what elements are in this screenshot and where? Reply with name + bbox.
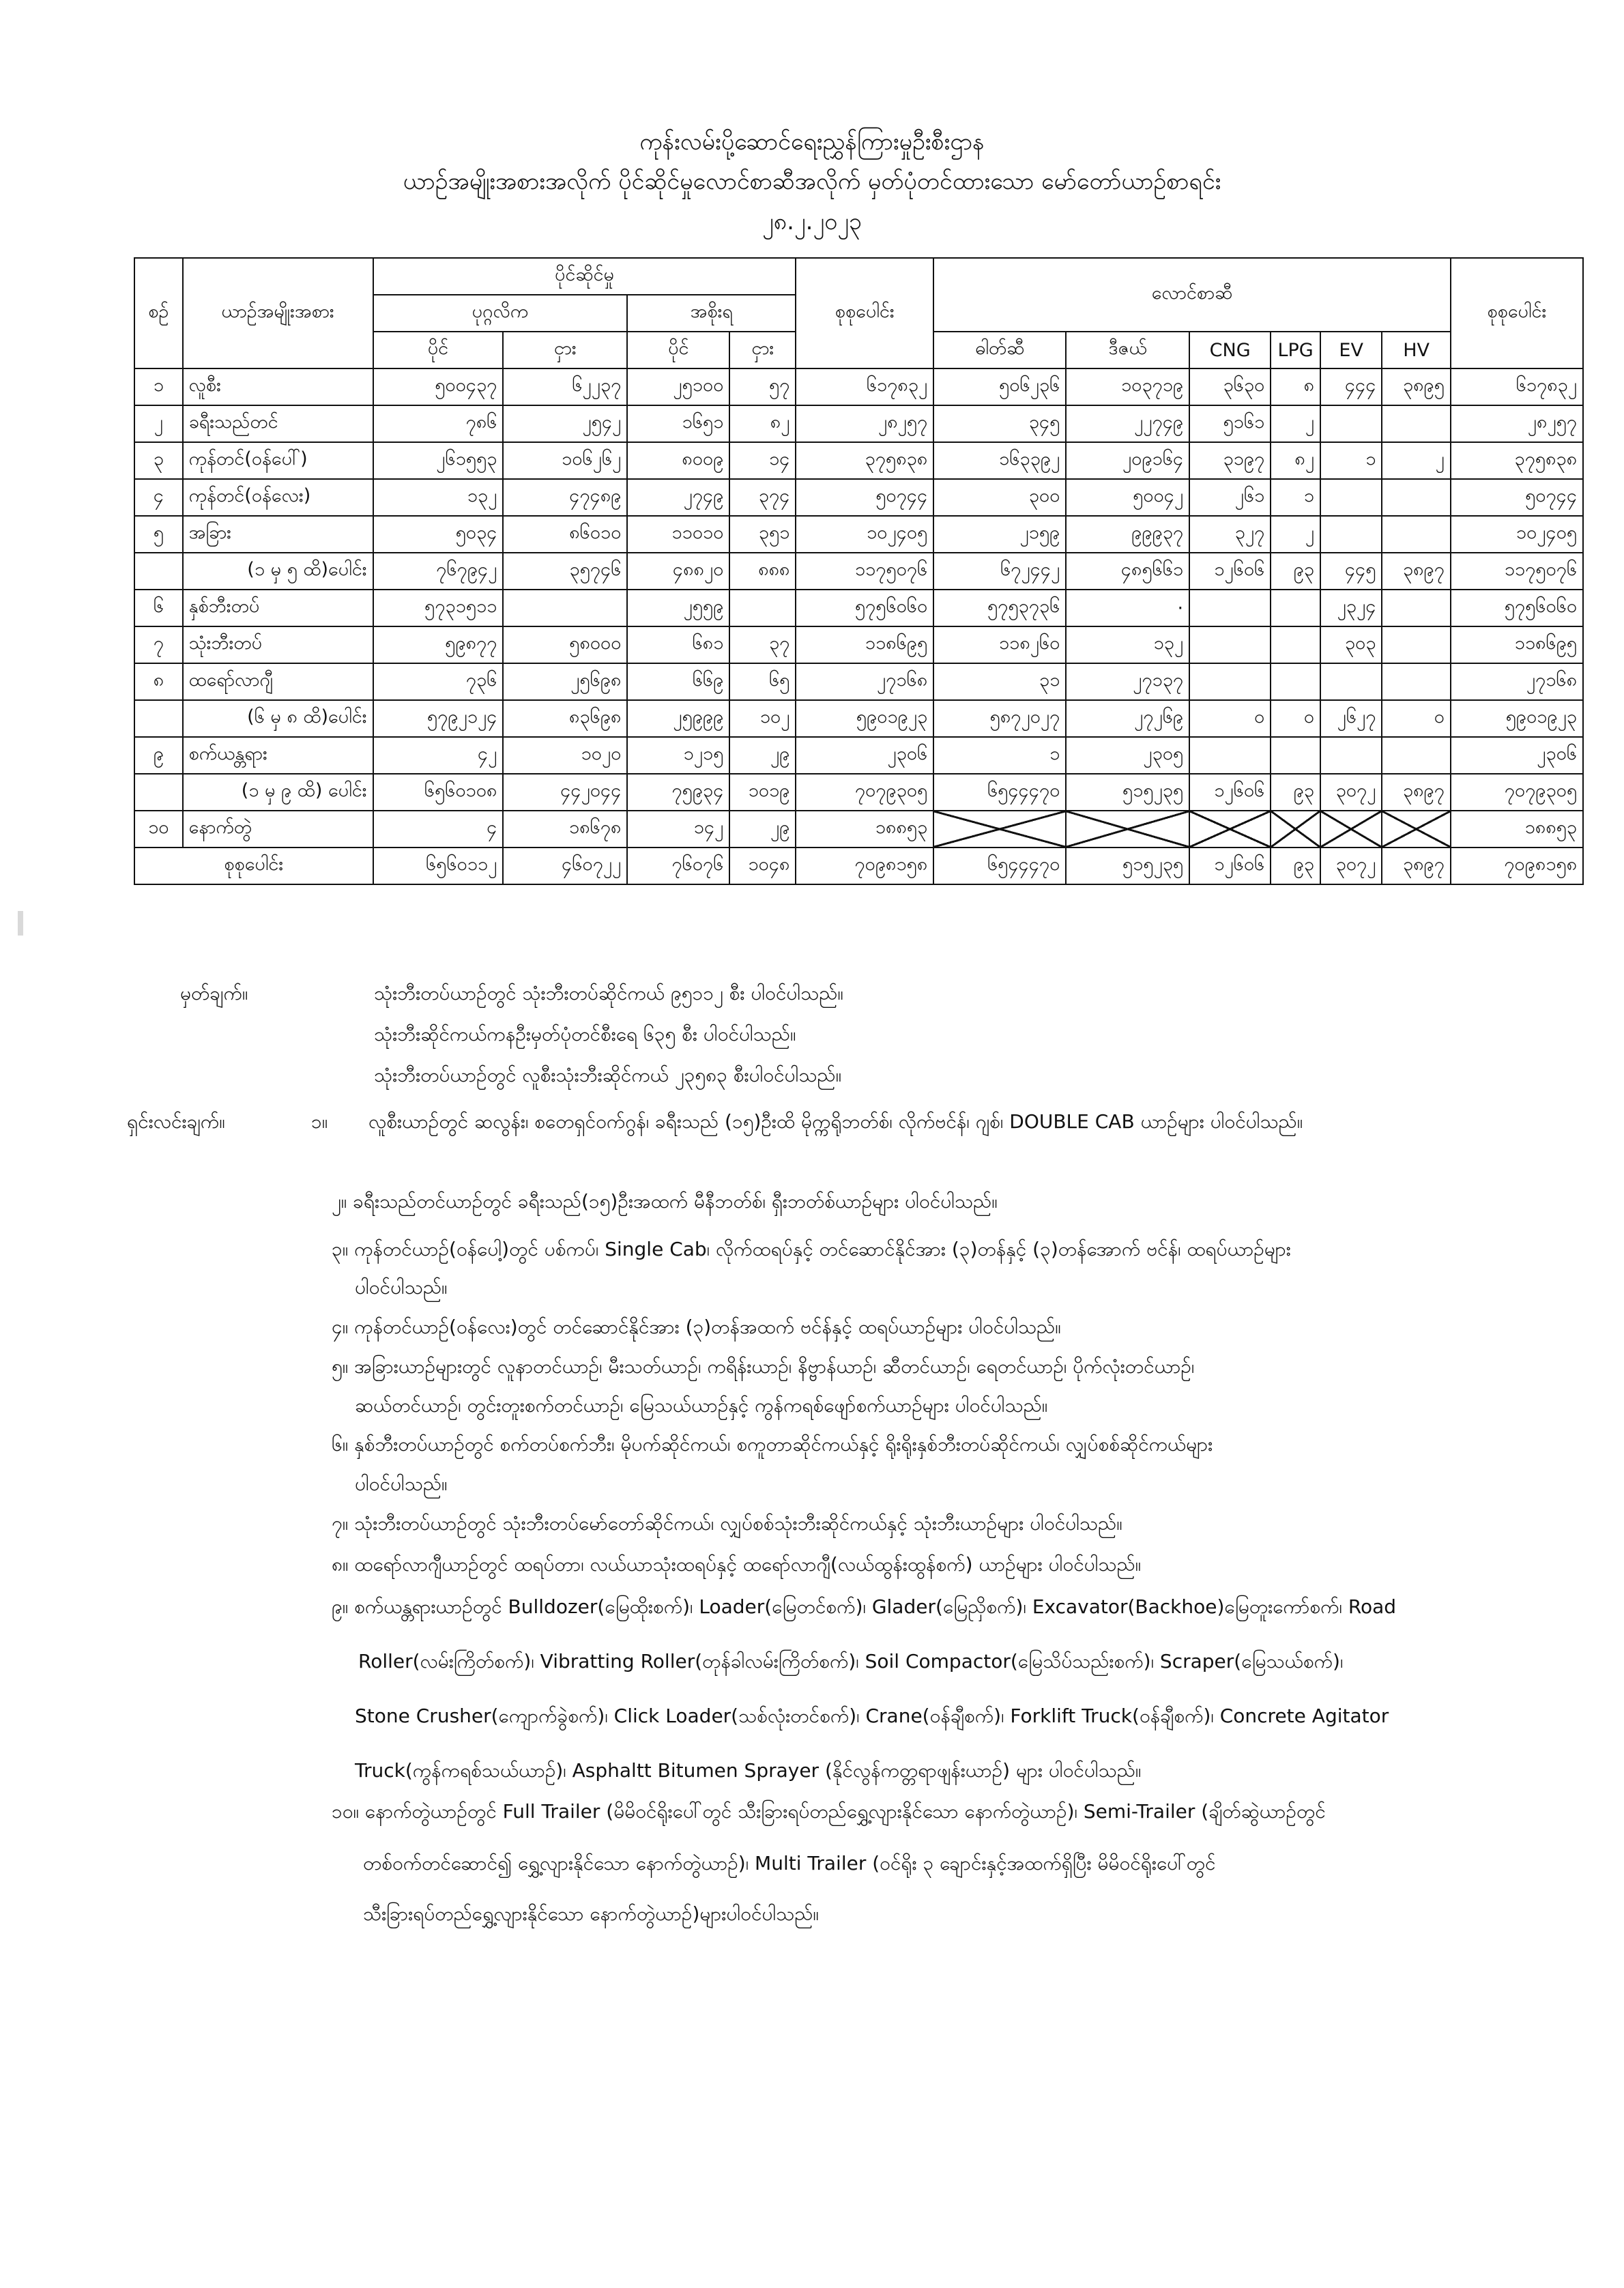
table-cell: ၈၂: [1271, 442, 1320, 479]
table-cell: ၄၄၂၀၄၄: [503, 774, 627, 811]
table-cell: ၁၀၁၉: [729, 774, 796, 811]
table-cell: ၁၁၈၆၉၅: [1451, 626, 1583, 663]
table-cell: ၁၁၈၆၉၅: [796, 626, 933, 663]
row-number: ၉: [134, 737, 183, 774]
table-cell: ၁၈၈၅၃: [1451, 811, 1583, 848]
table-cell: ၅၇၃၁၅၁၁: [373, 590, 504, 626]
table-cell: ၉၉၉၃၇: [1066, 516, 1189, 553]
table-cell: ၂၅၅၉: [627, 590, 729, 626]
table-cell: ·: [1066, 590, 1189, 626]
table-cell: ၅၀၀၄၃၇: [373, 368, 504, 405]
table-cell: [1189, 590, 1271, 626]
explanation-line: ပါဝင်ပါသည်။: [355, 1473, 448, 1495]
table-cell: ၁၀၃၇၁၉: [1066, 368, 1189, 405]
row-number: [134, 700, 183, 737]
table-cell: ၁၀၂၄၀၅: [1451, 516, 1583, 553]
table-cell: ၅၇၅၆၀၆၀: [796, 590, 933, 626]
table-cell: [503, 590, 627, 626]
table-row: [134, 811, 1583, 848]
table-cell: ၂၇၁၆၈: [1451, 663, 1583, 700]
table-cell: ၁၂၆၀၆: [1189, 774, 1271, 811]
scan-edge-mark: [18, 911, 23, 936]
table-cell: [1271, 737, 1320, 774]
table-cell: ၂၇၁၃၇: [1066, 663, 1189, 700]
table-cell: ၉၃: [1271, 848, 1320, 884]
row-category: နှစ်ဘီးတပ်: [183, 590, 373, 626]
table-cell: ၂၆၁၅၅၃: [373, 442, 504, 479]
table-cell: ၂၀၉၁၆၄: [1066, 442, 1189, 479]
table-cell: ၇၅၉၃၄: [627, 774, 729, 811]
table-cell: ၁: [933, 737, 1066, 774]
table-body: [134, 368, 1583, 884]
header-government: အစိုးရ: [627, 295, 796, 332]
table-cell: [1382, 737, 1450, 774]
table-cell: [1382, 626, 1450, 663]
table-cell: ၅၀၃၄: [373, 516, 504, 553]
table-cell: ၃၆၃၀: [1189, 368, 1271, 405]
table-cell: ၃၇၅၈၃၈: [1451, 442, 1583, 479]
table-cell: [1320, 516, 1382, 553]
not-applicable-cell: [1320, 811, 1382, 848]
table-cell: ၁၀၂၀: [503, 737, 627, 774]
header-ownership: ပိုင်ဆိုင်မှု: [373, 258, 796, 295]
table-cell: ၇၀၉၈၁၅၈: [796, 848, 933, 884]
table-cell: ၄: [373, 811, 504, 848]
table-cell: [1382, 405, 1450, 442]
row-category: လူစီး: [183, 368, 373, 405]
table-cell: ၁၈၈၅၃: [796, 811, 933, 848]
explanation-line: ၂။ ခရီးသည်တင်ယာဉ်တွင် ခရီးသည်(၁၅)ဦးအထက် မီနီဘတ်စ်၊ ရှီးဘတ်စ်ယာဉ်များ ပါဝင်ပါသည်။: [332, 1190, 998, 1213]
table-cell: ၀: [1271, 700, 1320, 737]
table-cell: ၉၃: [1271, 774, 1320, 811]
table-cell: ၂၇၂၆၉: [1066, 700, 1189, 737]
table-cell: ၇၈၆: [373, 405, 504, 442]
table-cell: ၃၀၃: [1320, 626, 1382, 663]
table-cell: [1382, 479, 1450, 516]
table-cell: ၂၉: [729, 737, 796, 774]
table-cell: ၂၅၁၀၀: [627, 368, 729, 405]
table-cell: ၁၂၆၀၆: [1189, 848, 1271, 884]
explanation-line: ၃။ ကုန်တင်ယာဉ်(ဝန်ပေါ့)တွင် ပစ်ကပ်၊ Single Cab၊ လိုက်ထရပ်နှင့် တင်ဆောင်နိုင်အား (၃)တန်နှင့် (၃)တန်အောက် ဗင်န်၊ ထရပ်ယာဉ်များ: [332, 1238, 1291, 1260]
header-govt-rent: ငှား: [729, 332, 796, 368]
table-cell: ၁၀၂: [729, 700, 796, 737]
agency-title: ကုန်းလမ်းပို့ဆောင်ရေးညွှန်ကြားမှုဦးစီးဌာန: [639, 128, 985, 156]
table-cell: ၃၀၇၂: [1320, 774, 1382, 811]
table-cell: ၁၃၂: [373, 479, 504, 516]
explanation-line: ၄။ ကုန်တင်ယာဉ်(ဝန်လေး)တွင် တင်ဆောင်နိုင်အား (၃)တန်အထက် ဗင်န်နှင့် ထရပ်ယာဉ်များ ပါဝင်ပါသည်။: [332, 1316, 1061, 1338]
table-cell: ၅၇၉၂၁၂၄: [373, 700, 504, 737]
row-category: စုစုပေါင်း: [134, 848, 373, 884]
table-cell: ၂၁၅၉: [933, 516, 1066, 553]
table-row: [134, 405, 1583, 442]
document-title: ယာဉ်အမျိုးအစားအလိုက် ပိုင်ဆိုင်မှုလောင်စာဆီအလိုက် မှတ်ပုံတင်ထားသော မော်တော်ယာဉ်စာရင်း: [403, 168, 1221, 195]
row-category: နောက်တွဲ: [183, 811, 373, 848]
row-number: ၈: [134, 663, 183, 700]
table-row: [134, 516, 1583, 553]
table-cell: [1271, 663, 1320, 700]
table-cell: ၀: [1189, 700, 1271, 737]
explanation-line: ၇။ သုံးဘီးတပ်ယာဉ်တွင် သုံးဘီးတပ်မော်တော်ဆိုင်ကယ်၊ လျှပ်စစ်သုံးဘီးဆိုင်ကယ်နှင့် သုံးဘီးယာဉ်များ ပါဝင်ပါသည်။: [332, 1512, 1122, 1535]
row-category: ကုန်တင်(ဝန်လေး): [183, 479, 373, 516]
row-number: ၆: [134, 590, 183, 626]
table-cell: ၁၆၅၁: [627, 405, 729, 442]
table-cell: ၁၈၆၇၈: [503, 811, 627, 848]
row-category: သုံးဘီးတပ်: [183, 626, 373, 663]
table-cell: ၈၀၀၉: [627, 442, 729, 479]
table-cell: ၅၉၀၁၉၂၃: [1451, 700, 1583, 737]
table-cell: ၂၃၀၆: [1451, 737, 1583, 774]
table-cell: ၂၃၀၆: [796, 737, 933, 774]
table-cell: ၈၈၈: [729, 553, 796, 590]
table-cell: [1320, 663, 1382, 700]
table-cell: ၅၉၀၁၉၂၃: [796, 700, 933, 737]
table-cell: ၄၈၈၂၀: [627, 553, 729, 590]
table-cell: ၃၁၉၇: [1189, 442, 1271, 479]
not-applicable-cell: [1271, 811, 1320, 848]
table-cell: ၇၀၇၉၃၀၅: [796, 774, 933, 811]
header-cng: CNG: [1189, 332, 1271, 368]
table-cell: ၃၈၉၇: [1382, 774, 1450, 811]
remarks-label: မှတ်ချက်။: [180, 982, 248, 1004]
table-cell: ၆၇၂၄၄၂: [933, 553, 1066, 590]
row-category: ထရော်လာဂျီ: [183, 663, 373, 700]
header-lpg: LPG: [1271, 332, 1320, 368]
explanation-line: ၉။ စက်ယန္တရားယာဉ်တွင် Bulldozer(မြေထိုးစက်)၊ Loader(မြေတင်စက်)၊ Glader(မြေညှိစက်)၊ Excavator(Backhoe)မြေတူးကော်စက်၊ Road: [332, 1595, 1397, 1618]
row-number: ၁: [134, 368, 183, 405]
header-sn: စဉ်: [134, 258, 183, 368]
row-number: ၃: [134, 442, 183, 479]
header-petrol: ဓါတ်ဆီ: [933, 332, 1066, 368]
explanation-line: Stone Crusher(ကျောက်ခွဲစက်)၊ Click Loader(သစ်လုံးတင်စက်)၊ Crane(ဝန်ချီစက်)၊ Forklift Truck(ဝန်ချီစက်)၊ Concrete Agitator: [355, 1705, 1389, 1727]
table-cell: ၃၇၅၈၃၈: [796, 442, 933, 479]
table-row: [134, 663, 1583, 700]
row-category: (၁ မှ ၅ ထိ)ပေါင်း: [183, 553, 373, 590]
table-cell: ၃၇: [729, 626, 796, 663]
table-cell: ၂၃၀၅: [1066, 737, 1189, 774]
table-cell: ၃၈၉၅: [1382, 368, 1450, 405]
table-cell: [1189, 663, 1271, 700]
table-cell: [1382, 663, 1450, 700]
table-cell: ၉၃: [1271, 553, 1320, 590]
table-cell: ၀: [1382, 700, 1450, 737]
row-category: စက်ယန္တရား: [183, 737, 373, 774]
remark-line: သုံးဘီးတပ်ယာဉ်တွင် လူစီးသုံးဘီးဆိုင်ကယ် ၂၃၅၈၃ စီးပါဝင်ပါသည်။: [374, 1064, 842, 1086]
subtotal-row: [134, 700, 1583, 737]
header-ev: EV: [1320, 332, 1382, 368]
header-vehicle-type: ယာဉ်အမျိုးအစား: [183, 258, 373, 368]
table-cell: [1320, 405, 1382, 442]
document-date: ၂၈.၂.၂၀၂၃: [762, 208, 862, 235]
table-cell: ၅၁၅၂၃၅: [1066, 848, 1189, 884]
remark-line: သုံးဘီးတပ်ယာဉ်တွင် သုံးဘီးတပ်ဆိုင်ကယ် ၉၅၁၁၂ စီး ပါဝင်ပါသည်။: [374, 982, 843, 1004]
table-cell: [1320, 479, 1382, 516]
remark-line: သုံးဘီးဆိုင်ကယ်ကနဦးမှတ်ပုံတင်စီးရေ ၆၃၅ စီး ပါဝင်ပါသည်။: [374, 1023, 796, 1045]
row-number: ၁၀: [134, 811, 183, 848]
not-applicable-cell: [1189, 811, 1271, 848]
table-row: [134, 737, 1583, 774]
table-cell: ၃၀၀: [933, 479, 1066, 516]
header-total-fuel: စုစုပေါင်း: [1451, 258, 1583, 368]
table-cell: ၂၈၂၅၇: [796, 405, 933, 442]
table-cell: ၈၆၀၁၀: [503, 516, 627, 553]
table-cell: ၅၈၀၀၀: [503, 626, 627, 663]
subtotal-row: [134, 774, 1583, 811]
table-cell: [1382, 516, 1450, 553]
table-cell: ၁: [1271, 479, 1320, 516]
table-cell: ၆၅၄၄၄၇၀: [933, 774, 1066, 811]
table-cell: [1189, 626, 1271, 663]
explanation-line: သီးခြားရပ်တည်ရွှေ့လျားနိုင်သော နောက်တွဲယာဉ်)များပါဝင်ပါသည်။: [363, 1902, 819, 1925]
table-cell: ၂: [1271, 405, 1320, 442]
explanation-line: Truck(ကွန်ကရစ်သယ်ယာဉ်)၊ Asphaltt Bitumen Sprayer (နိုင်လွန်ကတ္တရာဖျန်းယာဉ်) များ ပါဝင်ပါသည်။: [355, 1759, 1142, 1782]
table-cell: ၄၄၅: [1320, 553, 1382, 590]
row-number: ၂: [134, 405, 183, 442]
table-cell: ၁၁၈၂၆၀: [933, 626, 1066, 663]
table-cell: ၇၀၉၈၁၅၈: [1451, 848, 1583, 884]
table-cell: [1382, 590, 1450, 626]
table-cell: [729, 590, 796, 626]
row-category: ခရီးသည်တင်: [183, 405, 373, 442]
table-cell: ၁၀၂၄၀၅: [796, 516, 933, 553]
table-cell: ၃၇၄: [729, 479, 796, 516]
table-cell: ၁၆၃၃၉၂: [933, 442, 1066, 479]
table-cell: ၆၆၉: [627, 663, 729, 700]
explanation-number: ၁။: [311, 1110, 328, 1133]
table-cell: ၁၄၂: [627, 811, 729, 848]
table-cell: ၃၄၅: [933, 405, 1066, 442]
table-cell: ၂၉: [729, 811, 796, 848]
table-cell: [1271, 626, 1320, 663]
explanation-line: တစ်ဝက်တင်ဆောင်၍ ရွှေ့လျားနိုင်သော နောက်တွဲယာဉ်)၊ Multi Trailer (ဝင်ရိုး ၃ ချောင်းနှင့်အထက်ရှိပြီး မိမိဝင်ရိုးပေါ်တွင်: [363, 1852, 1216, 1874]
explanation-line: ၆။ နှစ်ဘီးတပ်ယာဉ်တွင် စက်တပ်စက်ဘီး၊ မိုပက်ဆိုင်ကယ်၊ စကူတာဆိုင်ကယ်နှင့် ရိုးရိုးနှစ်ဘီးတပ်ဆိုင်ကယ်၊ လျှပ်စစ်ဆိုင်ကယ်များ: [332, 1433, 1213, 1456]
table-cell: ၃၂၇: [1189, 516, 1271, 553]
row-category: အခြား: [183, 516, 373, 553]
table-cell: ၁၂၆၀၆: [1189, 553, 1271, 590]
table-cell: ၁၀၄၈: [729, 848, 796, 884]
row-number: ၅: [134, 516, 183, 553]
table-cell: ၅၀၇၄၄: [1451, 479, 1583, 516]
explanation-line: Roller(လမ်းကြိတ်စက်)၊ Vibratting Roller(တုန်ခါလမ်းကြိတ်စက်)၊ Soil Compactor(မြေသိပ်သည်းစက်)၊ Scraper(မြေသယ်စက်)၊: [358, 1650, 1344, 1672]
table-cell: ၅၇၅၆၀၆၀: [1451, 590, 1583, 626]
table-cell: ၁၃၂: [1066, 626, 1189, 663]
table-cell: ၆၅: [729, 663, 796, 700]
explanation-line: လူစီးယာဉ်တွင် ဆလွန်း၊ စတေရှင်ဝက်ဂွန်၊ ခရီးသည် (၁၅)ဦးထိ မိုက္ကရိုဘတ်စ်၊ လိုက်ဗင်န်၊ ဂျစ်၊ DOUBLE CAB ယာဉ်များ ပါဝင်ပါသည်။: [368, 1110, 1303, 1133]
table-cell: ၄၄၄: [1320, 368, 1382, 405]
table-cell: ၂: [1382, 442, 1450, 479]
table-cell: ၂၅၆၉၈: [503, 663, 627, 700]
table-cell: ၃၈၉၇: [1382, 848, 1450, 884]
table-cell: ၇၆၇၉၄၂: [373, 553, 504, 590]
row-number: [134, 553, 183, 590]
table-row: [134, 442, 1583, 479]
not-applicable-cell: [1066, 811, 1189, 848]
row-category: ကုန်တင်(ဝန်ပေါ်): [183, 442, 373, 479]
table-row: [134, 626, 1583, 663]
table-cell: ၆၈၁: [627, 626, 729, 663]
table-cell: ၆၁၇၈၃၂: [796, 368, 933, 405]
table-cell: ၃၅၇၄၆: [503, 553, 627, 590]
header-govt-own: ပိုင်: [627, 332, 729, 368]
row-category: (၆ မှ ၈ ထိ)ပေါင်း: [183, 700, 373, 737]
table-cell: ၇၃၆: [373, 663, 504, 700]
table-cell: ၅၀၀၄၂: [1066, 479, 1189, 516]
table-cell: ၂: [1271, 516, 1320, 553]
table-cell: ၁: [1320, 442, 1382, 479]
explanation-line: ၈။ ထရော်လာဂျီယာဉ်တွင် ထရပ်တာ၊ လယ်ယာသုံးထရပ်နှင့် ထရော်လာဂျီ(လယ်ထွန်းထွန်စက်) ယာဉ်များ ပါဝင်ပါသည်။: [332, 1553, 1142, 1576]
table-cell: ၁၄: [729, 442, 796, 479]
table-cell: ၄၇၄၈၉: [503, 479, 627, 516]
header-private: ပုဂ္ဂလိက: [373, 295, 628, 332]
table-cell: ၅၇၅၃၇၃၆: [933, 590, 1066, 626]
header-private-own: ပိုင်: [373, 332, 504, 368]
row-number: ၄: [134, 479, 183, 516]
table-cell: ၈၂: [729, 405, 796, 442]
table-cell: ၆၂၂၃၇: [503, 368, 627, 405]
table-cell: ၈: [1271, 368, 1320, 405]
table-cell: ၅၈၇၂၀၂၇: [933, 700, 1066, 737]
table-cell: ၂၈၂၅၇: [1451, 405, 1583, 442]
header-total-ownership: စုစုပေါင်း: [796, 258, 933, 368]
table-cell: ၇၆၀၇၆: [627, 848, 729, 884]
table-cell: ၃၀၇၂: [1320, 848, 1382, 884]
table-cell: ၁၁၇၅၀၇၆: [796, 553, 933, 590]
row-number: ၇: [134, 626, 183, 663]
table-cell: ၂၅၄၂: [503, 405, 627, 442]
table-cell: ၆၅၄၄၄၇၀: [933, 848, 1066, 884]
table-cell: ၈၃၆၉၈: [503, 700, 627, 737]
row-category: (၁ မှ ၉ ထိ) ပေါင်း: [183, 774, 373, 811]
table-cell: ၁၂၁၅: [627, 737, 729, 774]
explanation-label: ရှင်းလင်းချက်။: [127, 1110, 225, 1133]
table-cell: ၂၆၂၇: [1320, 700, 1382, 737]
not-applicable-cell: [1382, 811, 1450, 848]
table-cell: ၁၀၆၂၆၂: [503, 442, 627, 479]
table-cell: ၂၇၁၆၈: [796, 663, 933, 700]
table-cell: [1189, 737, 1271, 774]
table-cell: ၆၁၇၈၃၂: [1451, 368, 1583, 405]
table-cell: ၇၀၇၉၃၀၅: [1451, 774, 1583, 811]
table-cell: [1271, 590, 1320, 626]
table-cell: ၂၇၄၉: [627, 479, 729, 516]
subtotal-row: [134, 553, 1583, 590]
header-fuel: လောင်စာဆီ: [933, 258, 1451, 332]
table-row: [134, 368, 1583, 405]
table-cell: ၅၁၆၁: [1189, 405, 1271, 442]
header-hv: HV: [1382, 332, 1450, 368]
table-cell: ၁၁၇၅၀၇၆: [1451, 553, 1583, 590]
table-cell: ၄၈၅၆၆၁: [1066, 553, 1189, 590]
header-diesel: ဒီဇယ်: [1066, 332, 1189, 368]
vehicle-registration-table: [134, 257, 1584, 885]
explanation-line: ၁၀။ နောက်တွဲယာဉ်တွင် Full Trailer (မိမိဝင်ရိုးပေါ်တွင် သီးခြားရပ်တည်ရွှေ့လျားနိုင်သော နောက်တွဲယာဉ်)၊ Semi-Trailer (ချိတ်ဆွဲယာဉ်တွင်: [332, 1800, 1326, 1823]
table-cell: ၅၁၅၂၃၅: [1066, 774, 1189, 811]
table-cell: ၂၅၉၉၉: [627, 700, 729, 737]
grand-total-row: [134, 848, 1583, 884]
table-cell: ၆၅၆၀၁၁၂: [373, 848, 504, 884]
explanation-line: ဆယ်တင်ယာဉ်၊ တွင်းတူးစက်တင်ယာဉ်၊ မြေသယ်ယာဉ်နှင့် ကွန်ကရစ်ဖျော်စက်ယာဉ်များ ပါဝင်ပါသည်။: [355, 1394, 1048, 1417]
table-cell: ၃၁: [933, 663, 1066, 700]
table-row: [134, 590, 1583, 626]
table-cell: ၄၂: [373, 737, 504, 774]
row-number: [134, 774, 183, 811]
table-cell: ၁၁၀၁၀: [627, 516, 729, 553]
table-cell: ၂၃၂၄: [1320, 590, 1382, 626]
table-cell: ၃၅၁: [729, 516, 796, 553]
header-private-rent: ငှား: [503, 332, 627, 368]
table-cell: ၅၇: [729, 368, 796, 405]
table-row: [134, 479, 1583, 516]
not-applicable-cell: [933, 811, 1066, 848]
table-cell: ၆၅၆၀၁၀၈: [373, 774, 504, 811]
table-cell: [1320, 737, 1382, 774]
table-cell: ၂၂၇၄၉: [1066, 405, 1189, 442]
table-cell: ၅၀၇၄၄: [796, 479, 933, 516]
table-cell: ၄၆၀၇၂၂: [503, 848, 627, 884]
table-cell: ၂၆၁: [1189, 479, 1271, 516]
explanation-line: ပါဝင်ပါသည်။: [355, 1276, 448, 1299]
explanation-line: ၅။ အခြားယာဉ်များတွင် လူနာတင်ယာဉ်၊ မီးသတ်ယာဉ်၊ ကရိန်းယာဉ်၊ နိဗ္ဗာန်ယာဉ်၊ ဆီတင်ယာဉ်၊ ရေတင်ယာဉ်၊ ပိုက်လုံးတင်ယာဉ်၊: [332, 1355, 1195, 1378]
table-cell: ၅၀၆၂၃၆: [933, 368, 1066, 405]
table-cell: ၅၉၈၇၇: [373, 626, 504, 663]
table-cell: ၃၈၉၇: [1382, 553, 1450, 590]
